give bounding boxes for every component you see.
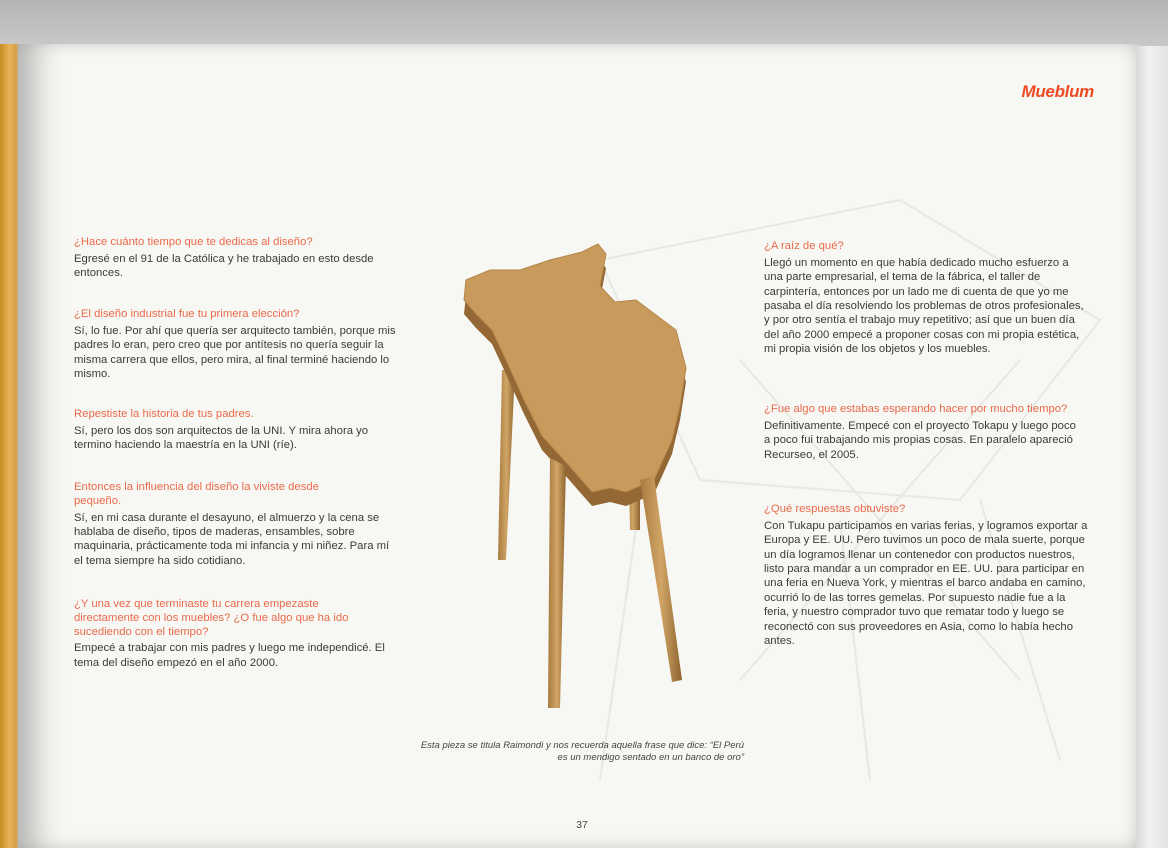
qa-block [764,240,1094,357]
qa-block [74,408,404,453]
qa-block [74,598,404,670]
page-number: 37 [576,819,588,831]
answer: Sí, lo fue. Por ahí que quería ser arquitecto también, porque mis padres lo eran, pero creo que por antítesis no quería seguir la misma carrera que ellos, pero mira, al final terminé haciendo lo mismo. [74,324,396,381]
page-edge [1136,46,1168,848]
qa-block [74,236,404,281]
question: Entonces la influencia del diseño la viviste desde pequeño. [74,481,319,507]
question: Repestiste la historia de tus padres. [74,408,254,420]
question: ¿Fue algo que estabas esperando hacer por mucho tiempo? [764,403,1068,415]
answer: Sí, en mi casa durante el desayuno, el almuerzo y la cena se hablaba de diseño, tipos de maderas, ensambles, sobre maquinaria, prácticamente toda mi infancia y mi niñez. Para mí el tema siempre ha sido cotidiano. [74,511,390,567]
question: ¿A raíz de qué? [764,240,844,252]
scan-background [0,0,1168,48]
qa-block [74,481,404,568]
question: ¿El diseño industrial fue tu primera elección? [74,308,300,320]
brand-logo: Mueblum [1021,82,1094,101]
question: ¿Qué respuestas obtuviste? [764,503,906,515]
answer: Empecé a trabajar con mis padres y luego me independicé. El tema del diseño empezó en el año 2000. [74,642,385,669]
answer: Llegó un momento en que había dedicado mucho esfuerzo a una parte empresarial, el tema de la fábrica, el taller de carpintería, entonces por un lado me di cuenta de que yo me pasaba el día resolviendo los problemas de otros profesionales, y por otro sentía el trabajo muy repetitivo; así que un buen día del año 2000 empecé a proponer cosas con mi propia estética, mi propia visión de los objetos y los muebles. [764,256,1084,356]
qa-block [74,308,404,381]
image-caption: Esta pieza se titula Raimondi y nos recuerda aquella frase que dice: “El Perú es un mendigo sentado en un banco de oro” [420,740,744,763]
qa-block [764,403,1094,462]
answer: Egresé en el 91 de la Católica y he trabajado en esto desde entonces. [74,252,374,280]
answer: Sí, pero los dos son arquitectos de la UNI. Y mira ahora yo termino haciendo la maestría en la UNI (ríe). [74,424,369,452]
raimondi-stool-image [440,230,730,710]
qa-block [764,503,1094,648]
answer: Definitivamente. Empecé con el proyecto Tokapu y luego poco a poco fui trabajando mis propias cosas. En paralelo apareció Recurseo, el 2005. [764,419,1076,461]
question: ¿Y una vez que terminaste tu carrera empezaste directamente con los muebles? ¿O fue algo que ha ido sucediendo con el tiempo? [74,598,349,638]
answer: Con Tukapu participamos en varias ferias, y logramos exportar a Europa y EE. UU. Pero tuvimos un poco de mala suerte, porque un día logramos llenar un contenedor con productos nuestros, listo para mandar a un comprador en EE. UU. para participar en una feria en Nueva York, y mientras el barco andaba en camino, ocurrió lo de las torres gemelas. Por supuesto nadie fue a la feria, y nuestro comprador tuvo que rematar todo y luego se reconectó con sus proveedores en Asia, como lo había hecho antes. [764,519,1088,648]
question: ¿Hace cuánto tiempo que te dedicas al diseño? [74,236,313,248]
